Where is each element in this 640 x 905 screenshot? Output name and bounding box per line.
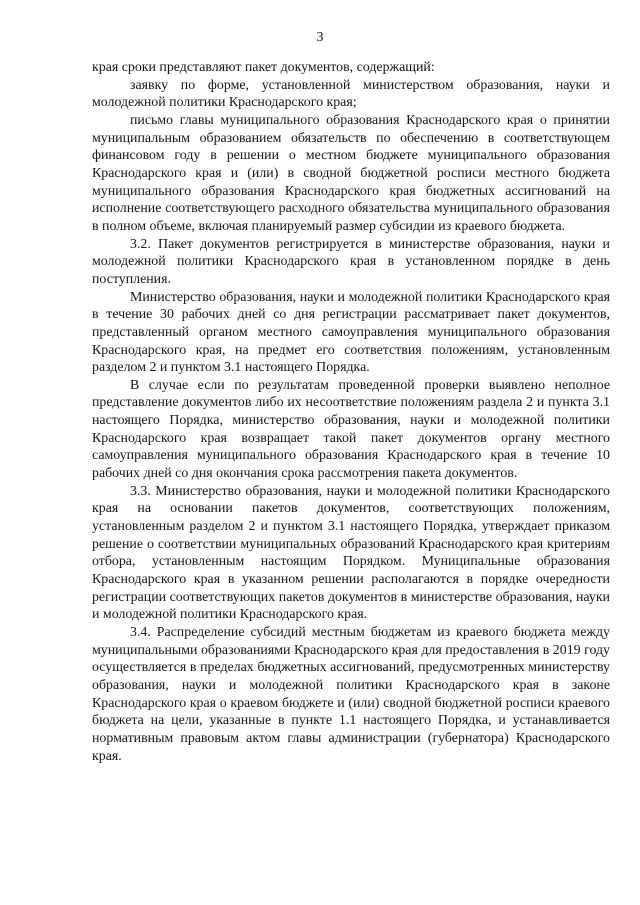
paragraph: 3.4. Распределение субсидий местным бюджетам из краевого бюджета между муниципальными образованиями Краснодарского края для предоставления в 2019 году осуществляется в пределах бюджетных ассигнований, предусмотренных министерству образования, науки и молодежной политики Краснодарского края в законе Краснодарского края о краевом бюджете и (или) сводной бюджетной росписи краевого бюджета на цели, указанные в пункте 1.1 настоящего Порядка, и устанавливается нормативным правовым актом главы администрации (губернатора) Краснодарского края.: [92, 625, 610, 764]
paragraph: 3.3. Министерство образования, науки и молодежной политики Краснодарского края на основании пакетов документов, соответствующих положениям, установленным разделом 2 и пунктом 3.1 настоящего Порядка, утверждает приказом решение о соответствии муниципальных образований Краснодарского края критериям отбора, установленным настоящим Порядком. Муниципальные образования Краснодарского края в указанном решении располагаются в порядке очередности регистрации соответствующих пакетов документов в министерстве образования, науки и молодежной политики Краснодарского края.: [92, 483, 610, 623]
paragraph: края сроки представляют пакет документов, содержащий:: [92, 60, 435, 75]
paragraph: 3.2. Пакет документов регистрируется в министерстве образования, науки и молодежной политики Краснодарского края в установленном порядке в день поступления.: [92, 236, 610, 287]
paragraph: Министерство образования, науки и молодежной политики Краснодарского края в течение 30 рабочих дней со дня регистрации рассматривает пакет документов, представленный органом местного самоуправления муниципального образования Краснодарского края, на предмет его соответствия положениям, установленным разделом 2 и пунктом 3.1 настоящего Порядка.: [92, 289, 610, 376]
page-number: 3: [316, 30, 324, 45]
paragraph: письмо главы муниципального образования Краснодарского края о принятии муниципальным образованием обязательств по обеспечению в соответствующем финансовом году в решении о местном бюджете муниципального образования Краснодарского края и (или) в сводной бюджетной росписи местного бюджета муниципального образования Краснодарского края бюджетных ассигнований на исполнение соответствующего расходного обязательства муниципального образования в полном объеме, включая планируемый размер субсидии из краевого бюджета.: [92, 112, 610, 234]
document-body: [92, 59, 610, 765]
paragraph: заявку по форме, установленной министерством образования, науки и молодежной политики Краснодарского края;: [92, 77, 610, 111]
paragraph: В случае если по результатам проведенной проверки выявлено неполное представление документов либо их несоответствие положениям раздела 2 и пункта 3.1 настоящего Порядка, министерство образования, науки и молодежной политики Краснодарского края возвращает такой пакет документов органу местного самоуправления муниципального образования Краснодарского края в течение 10 рабочих дней со дня окончания срока рассмотрения пакета документов.: [92, 377, 610, 482]
